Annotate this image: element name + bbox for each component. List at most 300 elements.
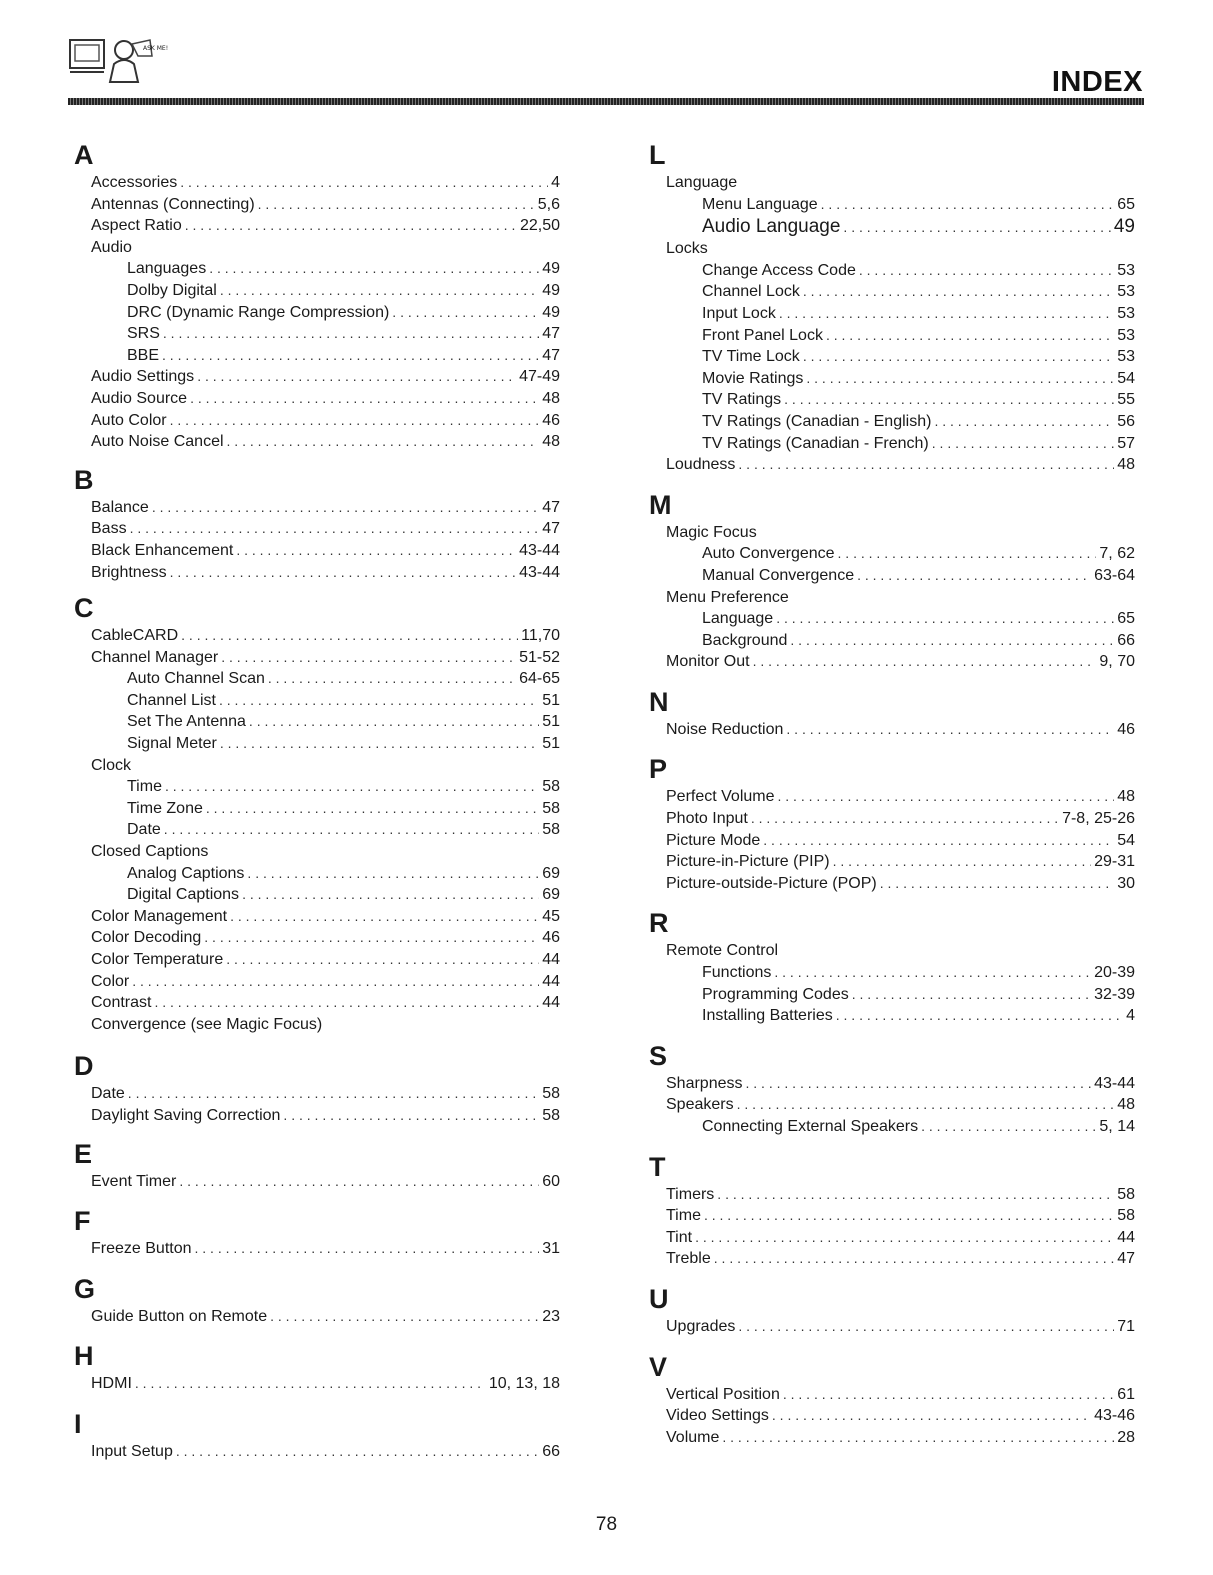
dot-leader bbox=[206, 798, 539, 820]
entry-label: Sharpness bbox=[666, 1074, 743, 1092]
dot-leader bbox=[236, 540, 516, 562]
dot-leader bbox=[226, 949, 539, 971]
index-section-m bbox=[649, 488, 1135, 673]
entry-page-ref: 44 bbox=[542, 972, 560, 990]
section-letter: C bbox=[74, 593, 94, 624]
index-entry bbox=[74, 755, 560, 777]
dot-leader bbox=[753, 651, 1097, 673]
dot-leader bbox=[778, 786, 1115, 808]
entry-label: Front Panel Lock bbox=[702, 326, 823, 344]
index-entry bbox=[74, 518, 560, 540]
dot-leader bbox=[170, 410, 540, 432]
dot-leader bbox=[179, 1171, 539, 1193]
entry-page-ref: 47 bbox=[542, 325, 560, 343]
dot-leader bbox=[219, 690, 539, 712]
ask-me-logo bbox=[68, 34, 168, 86]
dot-leader bbox=[857, 565, 1091, 587]
entry-page-ref: 7, 62 bbox=[1099, 545, 1135, 563]
dot-leader bbox=[162, 345, 539, 367]
entry-page-ref: 48 bbox=[542, 433, 560, 451]
entry-page-ref: 45 bbox=[542, 907, 560, 925]
entry-label: Color bbox=[91, 972, 130, 990]
entry-page-ref: 60 bbox=[542, 1172, 560, 1190]
entry-page-ref: 65 bbox=[1117, 195, 1135, 213]
entry-page-ref: 65 bbox=[1117, 610, 1135, 628]
entry-label: Background bbox=[702, 631, 788, 649]
entry-page-ref: 64-65 bbox=[519, 670, 560, 688]
entry-label: Functions bbox=[702, 964, 772, 982]
index-section-e bbox=[74, 1137, 560, 1193]
header-divider bbox=[68, 98, 1144, 105]
entry-list bbox=[74, 1373, 560, 1395]
index-subentry bbox=[649, 433, 1135, 455]
dot-leader bbox=[221, 647, 516, 669]
entry-page-ref: 54 bbox=[1117, 369, 1135, 387]
entry-page-ref: 48 bbox=[1117, 788, 1135, 806]
index-entry bbox=[74, 949, 560, 971]
entry-label: Picture Mode bbox=[666, 831, 761, 849]
entry-list bbox=[74, 497, 560, 583]
dot-leader bbox=[880, 873, 1114, 895]
index-subentry bbox=[649, 389, 1135, 411]
entry-page-ref: 31 bbox=[542, 1240, 560, 1258]
dot-leader bbox=[746, 1073, 1092, 1095]
entry-list bbox=[649, 786, 1135, 894]
entry-page-ref: 48 bbox=[1117, 456, 1135, 474]
index-subentry bbox=[74, 280, 560, 302]
dot-leader bbox=[128, 1083, 539, 1105]
index-entry bbox=[74, 388, 560, 410]
index-section-f bbox=[74, 1204, 560, 1260]
entry-label: Timers bbox=[666, 1185, 715, 1203]
entry-page-ref: 58 bbox=[542, 1085, 560, 1103]
index-entry bbox=[649, 719, 1135, 741]
index-subentry bbox=[74, 776, 560, 798]
index-entry bbox=[649, 1427, 1135, 1449]
entry-page-ref: 51-52 bbox=[519, 648, 560, 666]
index-section-h bbox=[74, 1339, 560, 1395]
entry-page-ref: 44 bbox=[1117, 1228, 1135, 1246]
index-subentry bbox=[74, 302, 560, 324]
dot-leader bbox=[247, 863, 539, 885]
dot-leader bbox=[803, 281, 1114, 303]
entry-label: Audio Language bbox=[702, 216, 841, 238]
entry-page-ref: 56 bbox=[1117, 412, 1135, 430]
entry-label: Brightness bbox=[91, 563, 167, 581]
dot-leader bbox=[170, 562, 516, 584]
index-subentry bbox=[649, 194, 1135, 216]
entry-page-ref: 47 bbox=[1117, 1250, 1135, 1268]
dot-leader bbox=[249, 711, 539, 733]
entry-label: Photo Input bbox=[666, 810, 748, 828]
index-entry bbox=[74, 497, 560, 519]
entry-label: TV Ratings (Canadian - English) bbox=[702, 412, 932, 430]
index-entry bbox=[74, 1083, 560, 1105]
entry-label: Bass bbox=[91, 520, 127, 538]
index-section-d bbox=[74, 1049, 560, 1126]
dot-leader bbox=[130, 518, 540, 540]
entry-label: Audio Settings bbox=[91, 368, 195, 386]
entry-label: Time bbox=[666, 1207, 701, 1225]
index-entry bbox=[74, 1014, 560, 1036]
index-column-left bbox=[74, 138, 560, 1463]
entry-page-ref: 46 bbox=[1117, 720, 1135, 738]
index-section-p bbox=[649, 752, 1135, 894]
entry-label: Input Lock bbox=[702, 304, 776, 322]
index-entry bbox=[649, 1405, 1135, 1427]
index-subentry bbox=[649, 303, 1135, 325]
entry-list bbox=[649, 522, 1135, 673]
section-letter: D bbox=[74, 1051, 94, 1082]
entry-label: Manual Convergence bbox=[702, 566, 855, 584]
entry-label: Picture-outside-Picture (POP) bbox=[666, 874, 877, 892]
dot-leader bbox=[135, 1373, 486, 1395]
entry-page-ref: 43-46 bbox=[1094, 1407, 1135, 1425]
dot-leader bbox=[738, 454, 1114, 476]
entry-page-ref: 69 bbox=[542, 864, 560, 882]
index-section-s bbox=[649, 1039, 1135, 1138]
entry-list bbox=[649, 1384, 1135, 1449]
section-letter: A bbox=[74, 140, 94, 170]
index-entry bbox=[74, 992, 560, 1014]
dot-leader bbox=[786, 719, 1114, 741]
index-section-v bbox=[649, 1350, 1135, 1449]
index-subentry bbox=[74, 668, 560, 690]
entry-list bbox=[649, 1073, 1135, 1138]
dot-leader bbox=[717, 1184, 1114, 1206]
entry-page-ref: 49 bbox=[542, 303, 560, 321]
index-entry bbox=[74, 410, 560, 432]
entry-page-ref: 66 bbox=[1117, 631, 1135, 649]
dot-leader bbox=[738, 1316, 1114, 1338]
index-entry bbox=[649, 1227, 1135, 1249]
entry-page-ref: 5,6 bbox=[537, 195, 560, 213]
section-letter: M bbox=[649, 489, 672, 520]
index-subentry bbox=[649, 608, 1135, 630]
entry-label: Language bbox=[702, 610, 774, 628]
entry-page-ref: 47 bbox=[542, 520, 560, 538]
entry-page-ref: 58 bbox=[542, 799, 560, 817]
index-subentry bbox=[74, 819, 560, 841]
entry-label: Input Setup bbox=[91, 1442, 173, 1460]
dot-leader bbox=[763, 830, 1114, 852]
index-entry bbox=[649, 522, 1135, 544]
index-entry bbox=[74, 540, 560, 562]
dot-leader bbox=[180, 172, 548, 194]
entry-page-ref: 57 bbox=[1117, 434, 1135, 452]
dot-leader bbox=[714, 1248, 1114, 1270]
dot-leader bbox=[242, 884, 539, 906]
index-entry bbox=[74, 431, 560, 453]
index-entry bbox=[74, 1373, 560, 1395]
entry-page-ref: 63-64 bbox=[1094, 566, 1135, 584]
entry-label: Speakers bbox=[666, 1096, 734, 1114]
section-letter: R bbox=[649, 908, 669, 939]
dot-leader bbox=[165, 776, 539, 798]
dot-leader bbox=[230, 906, 539, 928]
entry-page-ref: 20-39 bbox=[1094, 964, 1135, 982]
index-entry bbox=[74, 1105, 560, 1127]
entry-label: Loudness bbox=[666, 456, 736, 474]
dot-leader bbox=[932, 433, 1114, 455]
entry-label: CableCARD bbox=[91, 627, 179, 645]
section-letter: T bbox=[649, 1151, 666, 1182]
index-entry bbox=[649, 238, 1135, 260]
dot-leader bbox=[190, 388, 539, 410]
index-entry bbox=[649, 1184, 1135, 1206]
index-subentry bbox=[74, 323, 560, 345]
dot-leader bbox=[220, 280, 539, 302]
entry-page-ref: 4 bbox=[1126, 1007, 1135, 1025]
entry-label: HDMI bbox=[91, 1375, 132, 1393]
index-section-l bbox=[649, 138, 1135, 476]
dot-leader bbox=[934, 411, 1114, 433]
entry-label: Contrast bbox=[91, 994, 152, 1012]
entry-page-ref: 58 bbox=[542, 821, 560, 839]
index-column-right bbox=[649, 138, 1135, 1448]
index-entry bbox=[74, 841, 560, 863]
entry-page-ref: 49 bbox=[1113, 216, 1135, 238]
index-entry bbox=[649, 587, 1135, 609]
index-subentry bbox=[649, 630, 1135, 652]
index-entry bbox=[74, 1441, 560, 1463]
entry-label: Time Zone bbox=[127, 799, 203, 817]
entry-page-ref: 47 bbox=[542, 346, 560, 364]
dot-leader bbox=[268, 668, 516, 690]
index-entry bbox=[649, 1094, 1135, 1116]
index-subentry bbox=[649, 543, 1135, 565]
dot-leader bbox=[695, 1227, 1114, 1249]
dot-leader bbox=[784, 389, 1114, 411]
entry-page-ref: 48 bbox=[1117, 1096, 1135, 1114]
entry-label: Remote Control bbox=[666, 942, 779, 960]
dot-leader bbox=[258, 194, 535, 216]
index-entry bbox=[74, 647, 560, 669]
entry-page-ref: 66 bbox=[542, 1442, 560, 1460]
entry-page-ref: 53 bbox=[1117, 348, 1135, 366]
entry-label: Audio bbox=[91, 238, 132, 256]
dot-leader bbox=[852, 984, 1091, 1006]
index-subentry bbox=[74, 258, 560, 280]
dot-leader bbox=[790, 630, 1114, 652]
index-entry bbox=[649, 651, 1135, 673]
index-entry bbox=[74, 927, 560, 949]
entry-page-ref: 32-39 bbox=[1094, 985, 1135, 1003]
section-letter: H bbox=[74, 1341, 94, 1372]
entry-label: DRC (Dynamic Range Compression) bbox=[127, 303, 390, 321]
section-letter: V bbox=[649, 1351, 668, 1382]
entry-page-ref: 53 bbox=[1117, 304, 1135, 322]
entry-page-ref: 7-8, 25-26 bbox=[1062, 810, 1135, 828]
entry-label: Noise Reduction bbox=[666, 720, 784, 738]
dot-leader bbox=[704, 1205, 1114, 1227]
entry-label: Closed Captions bbox=[91, 843, 209, 861]
entry-label: Date bbox=[127, 821, 161, 839]
entry-page-ref: 48 bbox=[542, 389, 560, 407]
dot-leader bbox=[826, 325, 1114, 347]
dot-leader bbox=[132, 971, 539, 993]
index-section-n bbox=[649, 685, 1135, 741]
entry-page-ref: 43-44 bbox=[519, 541, 560, 559]
entry-label: Channel Manager bbox=[91, 648, 219, 666]
entry-page-ref: 49 bbox=[542, 260, 560, 278]
index-section-a bbox=[74, 138, 560, 453]
dot-leader bbox=[783, 1384, 1114, 1406]
entry-page-ref: 44 bbox=[542, 951, 560, 968]
entry-label: Magic Focus bbox=[666, 523, 757, 541]
dot-leader bbox=[176, 1441, 539, 1463]
index-entry bbox=[74, 1171, 560, 1193]
dot-leader bbox=[838, 543, 1097, 565]
index-entry bbox=[74, 215, 560, 237]
entry-page-ref: 47-49 bbox=[519, 368, 560, 386]
entry-page-ref: 69 bbox=[542, 886, 560, 904]
page-title: INDEX bbox=[1051, 66, 1143, 98]
entry-label: Treble bbox=[666, 1250, 711, 1268]
entry-list bbox=[74, 1171, 560, 1193]
entry-label: Upgrades bbox=[666, 1317, 736, 1335]
entry-page-ref: 46 bbox=[542, 929, 560, 947]
entry-label: Convergence (see Magic Focus) bbox=[91, 1015, 323, 1033]
index-section-i bbox=[74, 1407, 560, 1463]
entry-label: Movie Ratings bbox=[702, 369, 804, 387]
entry-page-ref: 11,70 bbox=[521, 627, 560, 645]
index-entry bbox=[649, 1384, 1135, 1406]
entry-label: TV Ratings (Canadian - French) bbox=[702, 434, 929, 452]
entry-page-ref: 58 bbox=[1117, 1207, 1135, 1225]
index-section-u bbox=[649, 1282, 1135, 1338]
dot-leader bbox=[227, 431, 540, 453]
dot-leader bbox=[859, 260, 1114, 282]
dot-leader bbox=[270, 1306, 539, 1328]
entry-label: Vertical Position bbox=[666, 1385, 780, 1403]
entry-label: Language bbox=[666, 174, 738, 191]
entry-label: Auto Convergence bbox=[702, 545, 835, 563]
entry-label: Change Access Code bbox=[702, 261, 856, 279]
index-entry bbox=[74, 1306, 560, 1328]
entry-list bbox=[649, 1316, 1135, 1338]
entry-page-ref: 58 bbox=[1117, 1185, 1135, 1203]
entry-list bbox=[74, 1083, 560, 1126]
index-entry bbox=[74, 906, 560, 928]
entry-label: Analog Captions bbox=[127, 864, 245, 882]
dot-leader bbox=[392, 302, 539, 324]
entry-label: Perfect Volume bbox=[666, 788, 775, 806]
entry-label: TV Ratings bbox=[702, 391, 782, 409]
index-section-g bbox=[74, 1272, 560, 1328]
index-entry bbox=[649, 830, 1135, 852]
dot-leader bbox=[737, 1094, 1115, 1116]
entry-page-ref: 51 bbox=[542, 691, 560, 709]
dot-leader bbox=[821, 194, 1115, 216]
index-subentry bbox=[74, 690, 560, 712]
entry-list bbox=[74, 172, 560, 453]
entry-page-ref: 29-31 bbox=[1094, 853, 1135, 871]
page-number: 78 bbox=[595, 1514, 618, 1535]
index-entry bbox=[649, 808, 1135, 830]
index-subentry bbox=[74, 863, 560, 885]
dot-leader bbox=[774, 962, 1091, 984]
entry-list bbox=[649, 1184, 1135, 1270]
entry-label: Color Decoding bbox=[91, 929, 202, 947]
dot-leader bbox=[921, 1116, 1096, 1138]
index-subentry bbox=[649, 962, 1135, 984]
entry-label: Black Enhancement bbox=[91, 541, 234, 559]
entry-label: Daylight Saving Correction bbox=[91, 1106, 281, 1124]
entry-label: Accessories bbox=[91, 174, 178, 191]
entry-page-ref: 54 bbox=[1117, 831, 1135, 849]
index-entry bbox=[74, 172, 560, 194]
entry-label: Monitor Out bbox=[666, 653, 750, 671]
entry-list bbox=[649, 719, 1135, 741]
entry-label: Signal Meter bbox=[127, 735, 217, 753]
entry-label: Menu Language bbox=[702, 195, 818, 213]
index-subentry bbox=[649, 281, 1135, 303]
entry-list bbox=[649, 940, 1135, 1026]
entry-page-ref: 43-44 bbox=[1094, 1074, 1135, 1092]
dot-leader bbox=[833, 851, 1091, 873]
entry-label: Color Management bbox=[91, 907, 228, 925]
entry-label: Auto Noise Cancel bbox=[91, 433, 224, 451]
section-letter: S bbox=[649, 1040, 668, 1071]
entry-page-ref: 49 bbox=[542, 281, 560, 299]
section-letter: U bbox=[649, 1283, 669, 1314]
dot-leader bbox=[195, 1238, 540, 1260]
entry-page-ref: 44 bbox=[542, 994, 560, 1012]
index-section-r bbox=[649, 906, 1135, 1026]
index-entry bbox=[649, 786, 1135, 808]
entry-label: Clock bbox=[91, 756, 132, 774]
entry-label: Channel Lock bbox=[702, 283, 800, 301]
section-letter: F bbox=[74, 1206, 91, 1237]
index-subentry bbox=[649, 260, 1135, 282]
entry-label: Picture-in-Picture (PIP) bbox=[666, 853, 830, 871]
section-letter: I bbox=[74, 1408, 82, 1439]
index-subentry bbox=[74, 884, 560, 906]
entry-label: Auto Color bbox=[91, 411, 167, 429]
entry-label: Time bbox=[127, 778, 162, 796]
entry-label: Antennas (Connecting) bbox=[91, 195, 255, 213]
section-letter: G bbox=[74, 1273, 96, 1304]
entry-label: Digital Captions bbox=[127, 886, 240, 904]
index-subentry bbox=[649, 1005, 1135, 1027]
entry-page-ref: 51 bbox=[542, 735, 560, 753]
entry-list bbox=[649, 172, 1135, 476]
dot-leader bbox=[806, 368, 1114, 390]
section-letter: B bbox=[74, 464, 94, 495]
entry-label: TV Time Lock bbox=[702, 348, 800, 366]
svg-text:ASK ME!: ASK ME! bbox=[143, 45, 168, 52]
entry-page-ref: 43-44 bbox=[519, 563, 560, 581]
dot-leader bbox=[220, 733, 539, 755]
dot-leader bbox=[209, 258, 539, 280]
entry-page-ref: 9, 70 bbox=[1099, 653, 1135, 671]
index-subentry bbox=[649, 984, 1135, 1006]
entry-page-ref: 61 bbox=[1117, 1385, 1135, 1403]
entry-label: Dolby Digital bbox=[127, 281, 217, 299]
section-letter: E bbox=[74, 1138, 93, 1169]
dot-leader bbox=[843, 216, 1110, 239]
index-subentry bbox=[649, 346, 1135, 368]
index-subentry bbox=[649, 565, 1135, 587]
entry-page-ref: 53 bbox=[1117, 283, 1135, 301]
index-section-b bbox=[74, 463, 560, 583]
index-entry bbox=[74, 562, 560, 584]
entry-page-ref: 22,50 bbox=[519, 217, 560, 235]
index-entry bbox=[649, 940, 1135, 962]
entry-label: Freeze Button bbox=[91, 1240, 192, 1258]
index-entry bbox=[649, 1205, 1135, 1227]
